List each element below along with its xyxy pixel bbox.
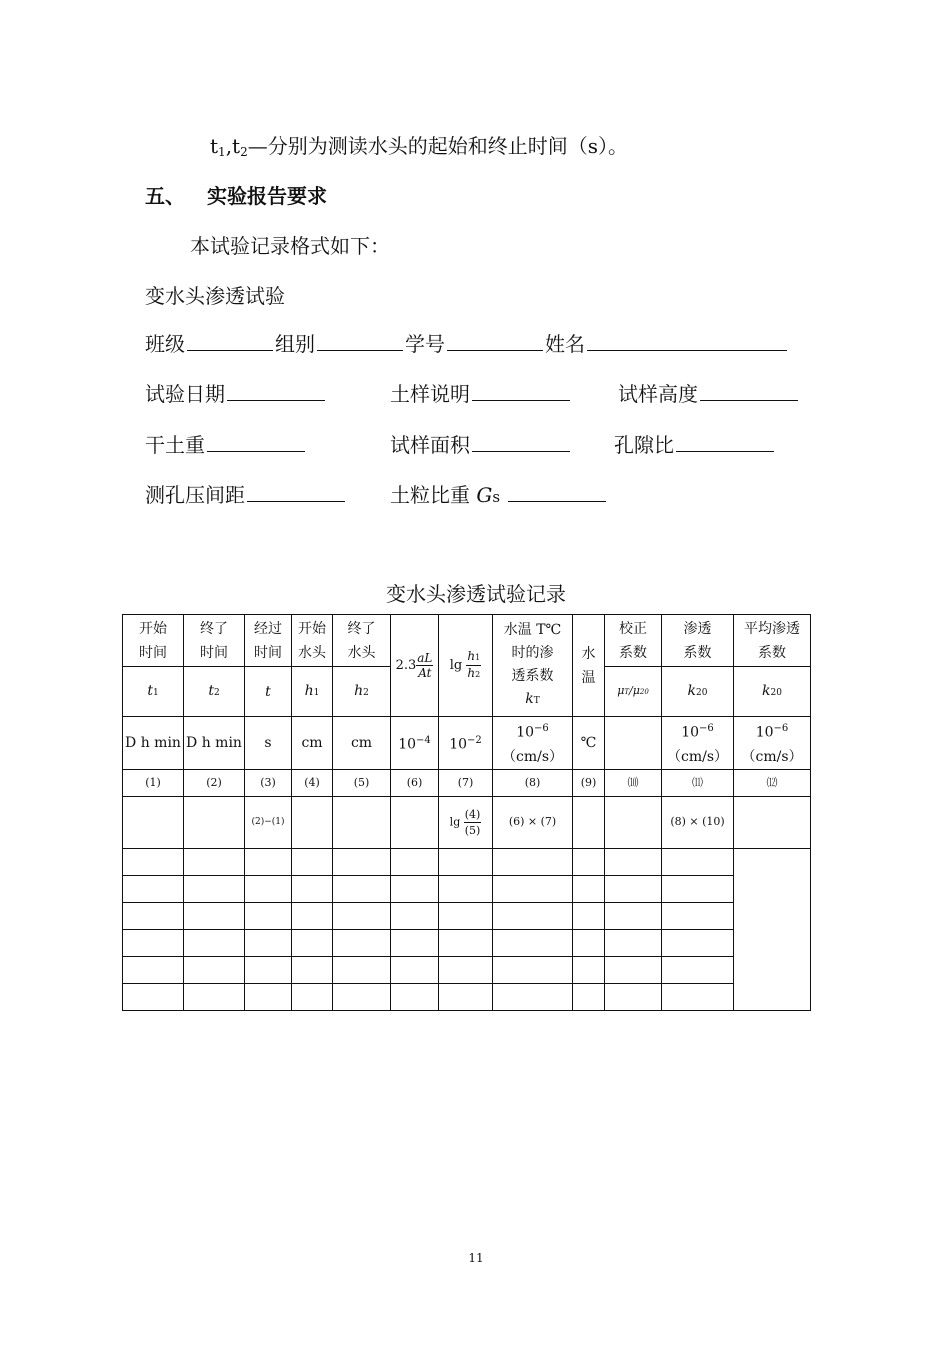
col-number: (8): [493, 769, 573, 796]
table-caption: 变水头渗透试验记录: [386, 582, 566, 606]
symbol-k20: k20: [662, 667, 734, 717]
header-kt: 水温 T℃ 时的渗 透系数 kT: [493, 615, 573, 717]
header-water-temp: 水 温: [573, 615, 605, 717]
section-title: 实验报告要求: [207, 184, 327, 208]
data-cell[interactable]: [439, 848, 493, 875]
pressure-spacing-label: 测孔压间距: [145, 483, 245, 507]
specific-gravity-label: 土粒比重: [390, 483, 470, 507]
data-cell[interactable]: [245, 875, 292, 902]
data-cell[interactable]: [184, 875, 245, 902]
sample-area-field: [390, 429, 572, 458]
data-cell[interactable]: [493, 929, 573, 956]
data-cell[interactable]: [439, 929, 493, 956]
unit-c11: $10^{-6}$ （cm/s）: [662, 717, 734, 770]
name-label: 姓名: [545, 332, 585, 356]
dry-weight-blank[interactable]: [207, 431, 305, 452]
data-cell[interactable]: [292, 956, 333, 983]
col-number: (6): [391, 769, 439, 796]
symbol-t: t: [245, 667, 292, 717]
data-cell[interactable]: [391, 848, 439, 875]
symbol-h1: h1: [292, 667, 333, 717]
table-row: [123, 983, 811, 1010]
table-row: [123, 956, 811, 983]
data-cell[interactable]: [123, 956, 184, 983]
intro-line: [210, 130, 628, 159]
data-cell[interactable]: [184, 956, 245, 983]
data-cell[interactable]: [391, 983, 439, 1010]
data-cell[interactable]: [662, 902, 734, 929]
t1-subscript: 1: [218, 145, 226, 159]
data-cell[interactable]: [333, 929, 391, 956]
avg-permeability-cell[interactable]: [734, 848, 811, 1010]
table-row: [123, 875, 811, 902]
header-end-time: 终了 时间: [184, 615, 245, 667]
data-cell[interactable]: [391, 875, 439, 902]
table-row: [123, 929, 811, 956]
data-cell[interactable]: [292, 848, 333, 875]
data-cell[interactable]: [184, 902, 245, 929]
sample-area-label: 试样面积: [390, 433, 470, 457]
gs-subscript: s: [492, 488, 501, 506]
group-label: 组别: [275, 332, 315, 356]
formula-c4[interactable]: [292, 796, 333, 848]
data-cell[interactable]: [333, 902, 391, 929]
data-cell[interactable]: [605, 902, 662, 929]
unit-c9: ℃: [573, 717, 605, 770]
header-avg-permeability: 平均渗透 系数: [734, 615, 811, 667]
data-cell[interactable]: [662, 956, 734, 983]
specific-gravity-blank[interactable]: [508, 481, 606, 502]
data-cell[interactable]: [493, 902, 573, 929]
data-cell[interactable]: [439, 956, 493, 983]
date-blank[interactable]: [227, 380, 325, 401]
unit-c4: cm: [292, 717, 333, 770]
formula-c1[interactable]: [123, 796, 184, 848]
formula-row: [123, 796, 811, 848]
gs-symbol: G: [476, 483, 493, 507]
data-cell[interactable]: [493, 848, 573, 875]
page-number: 11: [468, 1251, 484, 1265]
formula-c6[interactable]: [391, 796, 439, 848]
soil-desc-blank[interactable]: [472, 380, 570, 401]
data-cell[interactable]: [439, 902, 493, 929]
data-cell[interactable]: [292, 875, 333, 902]
data-cell[interactable]: [333, 956, 391, 983]
col-number: (5): [333, 769, 391, 796]
data-cell[interactable]: [439, 875, 493, 902]
t2-subscript: 2: [240, 145, 248, 159]
formula-c9[interactable]: [573, 796, 605, 848]
data-cell[interactable]: [605, 848, 662, 875]
void-ratio-field: [614, 429, 776, 458]
unit-c6: $10^{-4}$: [391, 717, 439, 770]
data-cell[interactable]: [391, 929, 439, 956]
data-cell[interactable]: [662, 929, 734, 956]
header-start-time: 开始 时间: [123, 615, 184, 667]
unit-c3: s: [245, 717, 292, 770]
pressure-spacing-blank[interactable]: [247, 481, 345, 502]
table-row: [123, 902, 811, 929]
unit-c2: D h min: [184, 717, 245, 770]
sample-height-field: [618, 378, 800, 407]
header-start-head: 开始 水头: [292, 615, 333, 667]
data-cell[interactable]: [123, 902, 184, 929]
data-cell[interactable]: [662, 983, 734, 1010]
data-cell[interactable]: [333, 875, 391, 902]
date-label: 试验日期: [145, 382, 225, 406]
col-number: (9): [573, 769, 605, 796]
formula-c2[interactable]: [184, 796, 245, 848]
data-cell[interactable]: [605, 983, 662, 1010]
header-permeability: 渗透 系数: [662, 615, 734, 667]
unit-c12: $10^{-6}$ （cm/s）: [734, 717, 811, 770]
student-no-label: 学号: [405, 332, 445, 356]
data-cell[interactable]: [605, 956, 662, 983]
symbol-t1: t1: [123, 667, 184, 717]
data-cell[interactable]: [493, 983, 573, 1010]
data-cell[interactable]: [123, 983, 184, 1010]
data-cell[interactable]: [493, 956, 573, 983]
formula-c11: (8) × (10): [662, 796, 734, 848]
specific-gravity-field: [390, 479, 608, 508]
test-name: 变水头渗透试验: [145, 284, 285, 308]
col-number: (4): [292, 769, 333, 796]
data-cell[interactable]: [439, 983, 493, 1010]
header-end-head: 终了 水头: [333, 615, 391, 667]
col-number: (7): [439, 769, 493, 796]
data-cell[interactable]: [245, 983, 292, 1010]
col-number: (3): [245, 769, 292, 796]
unit-c5: cm: [333, 717, 391, 770]
unit-c8: $10^{-6}$ （cm/s）: [493, 717, 573, 770]
pressure-spacing-field: [145, 479, 347, 508]
data-cell[interactable]: [123, 875, 184, 902]
symbol-mu-ratio: μT/μ20: [605, 667, 662, 717]
data-cell[interactable]: [662, 875, 734, 902]
symbol-t2: t2: [184, 667, 245, 717]
class-label: 班级: [145, 332, 185, 356]
formula-c8: (6) × (7): [493, 796, 573, 848]
section-heading: [145, 180, 327, 209]
sample-height-blank[interactable]: [700, 380, 798, 401]
soil-desc-field: [390, 378, 572, 407]
header-correction: 校正 系数: [605, 615, 662, 667]
col-number: (2): [184, 769, 245, 796]
soil-desc-label: 土样说明: [390, 382, 470, 406]
data-cell[interactable]: [245, 929, 292, 956]
class-blank[interactable]: [187, 330, 273, 351]
sample-area-blank[interactable]: [472, 431, 570, 452]
data-cell[interactable]: [292, 929, 333, 956]
data-cell[interactable]: [573, 875, 605, 902]
data-cell[interactable]: [573, 902, 605, 929]
symbol-k20-avg: k20: [734, 667, 811, 717]
data-cell[interactable]: [184, 929, 245, 956]
unit-c1: D h min: [123, 717, 184, 770]
data-cell[interactable]: [573, 929, 605, 956]
header-row-names: [123, 615, 811, 667]
formula-c7: lg $\frac{(4)}{(5)}$: [439, 796, 493, 848]
data-cell[interactable]: [391, 902, 439, 929]
formula-c3: (2)−(1): [245, 796, 292, 848]
data-cell[interactable]: [184, 983, 245, 1010]
units-row: [123, 717, 811, 770]
header-formula-7: lg $\frac{h1}{h2}$: [439, 615, 493, 717]
void-ratio-label: 孔隙比: [614, 433, 674, 457]
data-cell[interactable]: [573, 983, 605, 1010]
name-blank[interactable]: [587, 330, 787, 351]
data-cell[interactable]: [333, 983, 391, 1010]
data-cell[interactable]: [292, 902, 333, 929]
data-cell[interactable]: [184, 848, 245, 875]
intro-description: —分别为测读水头的起始和终止时间（s）。: [247, 134, 628, 158]
data-cell[interactable]: [123, 848, 184, 875]
data-cell[interactable]: [573, 848, 605, 875]
header-elapsed-time: 经过 时间: [245, 615, 292, 667]
data-cell[interactable]: [123, 929, 184, 956]
col-number: ⑽: [605, 769, 662, 796]
col-number: (1): [123, 769, 184, 796]
group-blank[interactable]: [317, 330, 403, 351]
data-cell[interactable]: [245, 956, 292, 983]
unit-c7: $10^{-2}$: [439, 717, 493, 770]
data-cell[interactable]: [573, 956, 605, 983]
data-cell[interactable]: [292, 983, 333, 1010]
col-number: ⑿: [734, 769, 811, 796]
t-symbol: t: [210, 134, 219, 158]
unit-c10: [605, 717, 662, 770]
t2-symbol: ,t: [225, 134, 241, 158]
data-cell[interactable]: [391, 956, 439, 983]
test-date-field: [145, 378, 327, 407]
data-cell[interactable]: [662, 848, 734, 875]
info-row-1: [145, 328, 789, 357]
sample-height-label: 试样高度: [618, 382, 698, 406]
data-cell[interactable]: [605, 875, 662, 902]
data-cell[interactable]: [493, 875, 573, 902]
formula-c5[interactable]: [333, 796, 391, 848]
section-number: 五、: [145, 184, 185, 208]
data-cell[interactable]: [245, 902, 292, 929]
record-table: [122, 614, 811, 1011]
void-ratio-blank[interactable]: [676, 431, 774, 452]
table-row: [123, 848, 811, 875]
data-cell[interactable]: [245, 848, 292, 875]
col-number: ⑾: [662, 769, 734, 796]
symbol-h2: h2: [333, 667, 391, 717]
formula-c12[interactable]: [734, 796, 811, 848]
data-cell[interactable]: [605, 929, 662, 956]
dry-weight-label: 干土重: [145, 433, 205, 457]
student-no-blank[interactable]: [447, 330, 543, 351]
record-format-text: 本试验记录格式如下：: [190, 234, 390, 258]
dry-weight-field: [145, 429, 307, 458]
formula-c10[interactable]: [605, 796, 662, 848]
header-formula-6: 2.3 $\frac{aL}{At}$: [391, 615, 439, 717]
column-number-row: [123, 769, 811, 796]
data-cell[interactable]: [333, 848, 391, 875]
